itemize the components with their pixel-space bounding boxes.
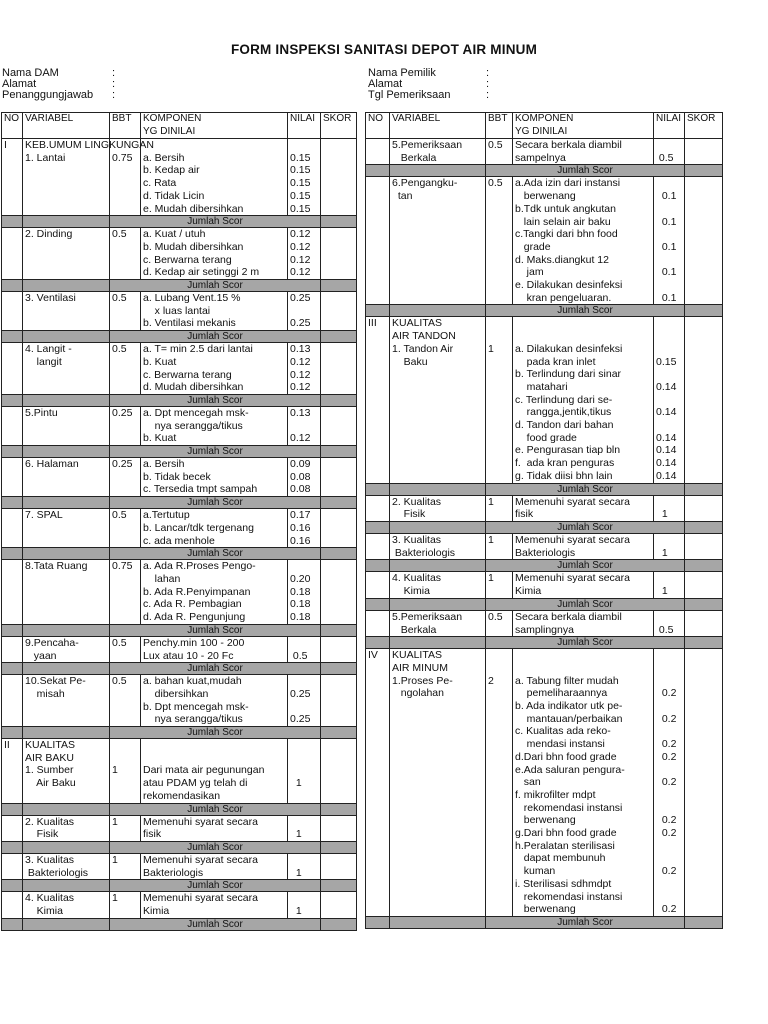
subtotal-label: Jumlah Scor — [110, 331, 321, 343]
row-komponen: Secara berkala diambil sampelnya — [513, 139, 654, 165]
subtotal-skor — [321, 394, 357, 406]
subtotal-row — [366, 916, 723, 928]
subtotal-skor — [321, 727, 357, 739]
field-colon: : — [486, 78, 490, 90]
row-nilai: 0.5 — [654, 139, 685, 165]
subtotal-skor — [321, 331, 357, 343]
row-variabel: 3. Ventilasi — [23, 292, 110, 331]
subtotal-variabel — [390, 598, 486, 610]
subtotal-variabel — [390, 560, 486, 572]
subtotal-no — [366, 637, 390, 649]
subtotal-skor — [321, 446, 357, 458]
row-bbt: 1 — [110, 892, 141, 918]
subtotal-no — [2, 548, 23, 560]
col-header-komponen: KOMPONEN YG DINILAI — [513, 113, 654, 139]
row-skor — [685, 572, 723, 598]
row-komponen — [141, 139, 288, 152]
subtotal-skor — [685, 165, 723, 177]
col-header-skor: SKOR — [321, 113, 357, 139]
table-row — [2, 292, 357, 331]
subtotal-no — [2, 216, 23, 228]
table-row — [2, 636, 357, 662]
subtotal-row — [2, 918, 357, 930]
subtotal-variabel — [23, 663, 110, 675]
table-row — [366, 139, 723, 165]
row-no — [2, 292, 23, 331]
table-row — [2, 892, 357, 918]
row-komponen: a. Lubang Vent.15 % x luas lantai b. Ventilasi mekanis — [141, 292, 288, 331]
subtotal-variabel — [23, 394, 110, 406]
subtotal-row — [366, 483, 723, 495]
subtotal-skor — [321, 624, 357, 636]
col-header-nilai: NILAI — [288, 113, 321, 139]
row-nilai: 0.17 0.16 0.16 — [288, 509, 321, 548]
subtotal-no — [2, 918, 23, 930]
subtotal-no — [2, 663, 23, 675]
subtotal-variabel — [23, 803, 110, 815]
row-no — [2, 228, 23, 280]
subtotal-row — [2, 727, 357, 739]
subtotal-row — [366, 521, 723, 533]
row-komponen: Memenuhi syarat secara Bakteriologis — [513, 533, 654, 559]
row-bbt: 0.75 — [110, 152, 141, 216]
row-variabel: 3. Kualitas Bakteriologis — [23, 853, 110, 879]
row-variabel: KEB.UMUM LINGKUNGAN — [23, 139, 110, 152]
row-variabel: 2. Kualitas Fisik — [390, 495, 486, 521]
subtotal-row — [2, 394, 357, 406]
table-row — [2, 509, 357, 548]
col-header-no: NO — [366, 113, 390, 139]
table-row — [2, 228, 357, 280]
subtotal-skor — [321, 280, 357, 292]
row-variabel: 5.Pintu — [23, 406, 110, 445]
table-row — [2, 675, 357, 727]
row-no: I — [2, 139, 23, 152]
row-bbt: 0.5 — [110, 636, 141, 662]
subtotal-row — [366, 637, 723, 649]
table-row — [2, 343, 357, 395]
col-header-nilai: NILAI — [654, 113, 685, 139]
subtotal-row — [366, 165, 723, 177]
row-nilai: 0.13 0.12 0.12 0.12 — [288, 343, 321, 395]
inspection-table-right — [365, 112, 723, 929]
row-no — [2, 343, 23, 395]
row-nilai: 1 — [288, 815, 321, 841]
table-row — [2, 739, 357, 804]
subtotal-row — [2, 624, 357, 636]
subtotal-skor — [321, 880, 357, 892]
table-header-row — [366, 113, 723, 139]
row-bbt: 1 — [486, 495, 513, 521]
row-variabel: 2. Kualitas Fisik — [23, 815, 110, 841]
section-row — [2, 139, 357, 152]
row-variabel: 3. Kualitas Bakteriologis — [390, 533, 486, 559]
subtotal-no — [366, 916, 390, 928]
row-no — [2, 509, 23, 548]
subtotal-variabel — [23, 280, 110, 292]
row-komponen: Memenuhi syarat secara fisik — [513, 495, 654, 521]
col-header-variabel: VARIABEL — [23, 113, 110, 139]
subtotal-label: Jumlah Scor — [486, 483, 685, 495]
row-no — [2, 815, 23, 841]
subtotal-label: Jumlah Scor — [110, 803, 321, 815]
row-komponen: Memenuhi syarat secara Kimia — [513, 572, 654, 598]
subtotal-skor — [685, 598, 723, 610]
subtotal-label: Jumlah Scor — [486, 305, 685, 317]
row-variabel: 10.Sekat Pe- misah — [23, 675, 110, 727]
subtotal-skor — [321, 663, 357, 675]
subtotal-row — [366, 305, 723, 317]
row-komponen: a. Dilakukan desinfeksi pada kran inlet b. Terlindung dari sinar matahari c. Terlindung dari se- rangga,jentik,tikus d. Tandon dari bahan food grade e. Pengurasan tiap bln f. ada kran penguras g. Tidak diisi bhn lain — [513, 317, 654, 483]
subtotal-row — [2, 841, 357, 853]
row-skor — [321, 636, 357, 662]
row-no — [2, 853, 23, 879]
row-skor — [321, 292, 357, 331]
row-skor — [685, 533, 723, 559]
row-variabel: 4. Kualitas Kimia — [23, 892, 110, 918]
row-nilai: 0.25 0.25 — [288, 292, 321, 331]
subtotal-label: Jumlah Scor — [486, 598, 685, 610]
row-no — [366, 610, 390, 636]
row-bbt: 1 — [486, 317, 513, 483]
row-variabel: 6.Pengangku- tan — [390, 177, 486, 305]
col-header-variabel: VARIABEL — [390, 113, 486, 139]
row-skor — [321, 458, 357, 497]
subtotal-variabel — [23, 497, 110, 509]
row-komponen: a. Dpt mencegah msk- nya serangga/tikus b. Kuat — [141, 406, 288, 445]
row-bbt: 1 — [486, 572, 513, 598]
row-bbt: 0.5 — [486, 139, 513, 165]
subtotal-skor — [685, 483, 723, 495]
subtotal-label: Jumlah Scor — [486, 165, 685, 177]
row-komponen: a. Bersih b. Tidak becek c. Tersedia tmpt sampah — [141, 458, 288, 497]
row-skor — [321, 509, 357, 548]
subtotal-label: Jumlah Scor — [110, 841, 321, 853]
row-skor — [321, 406, 357, 445]
subtotal-label: Jumlah Scor — [110, 280, 321, 292]
row-komponen: a.Ada izin dari instansi berwenang b.Tdk untuk angkutan lain selain air baku c.Tangki dari bhn food grade d. Maks.diangkut 12 jam e. Dilakukan desinfeksi kran pengeluaran. — [513, 177, 654, 305]
form-title: FORM INSPEKSI SANITASI DEPOT AIR MINUM — [230, 42, 538, 57]
subtotal-variabel — [390, 521, 486, 533]
row-skor — [685, 495, 723, 521]
row-bbt: 0.5 — [110, 228, 141, 280]
row-no — [2, 636, 23, 662]
row-nilai: 0.5 — [288, 636, 321, 662]
row-nilai: 1 — [654, 533, 685, 559]
row-skor — [685, 610, 723, 636]
row-bbt: 0.5 — [486, 177, 513, 305]
row-nilai: 0.09 0.08 0.08 — [288, 458, 321, 497]
table-row — [2, 458, 357, 497]
row-skor — [321, 675, 357, 727]
subtotal-variabel — [23, 624, 110, 636]
row-bbt: 1 — [110, 739, 141, 804]
subtotal-variabel — [23, 446, 110, 458]
subtotal-skor — [321, 918, 357, 930]
subtotal-no — [2, 841, 23, 853]
row-bbt: 0.5 — [110, 292, 141, 331]
row-variabel: 5.Pemeriksaan Berkala — [390, 610, 486, 636]
row-komponen: a. Bersih b. Kedap air c. Rata d. Tidak Licin e. Mudah dibersihkan — [141, 152, 288, 216]
row-komponen: Memenuhi syarat secara Bakteriologis — [141, 853, 288, 879]
row-komponen: Memenuhi syarat secara fisik — [141, 815, 288, 841]
subtotal-variabel — [23, 216, 110, 228]
field-colon: : — [112, 78, 116, 90]
row-bbt: 1 — [110, 853, 141, 879]
col-header-komponen: KOMPONEN YG DINILAI — [141, 113, 288, 139]
row-nilai: 0.13 0.12 — [288, 406, 321, 445]
row-variabel: 9.Pencaha- yaan — [23, 636, 110, 662]
inspection-table-left — [1, 112, 357, 931]
row-variabel: KUALITAS AIR MINUM 1.Proses Pe- ngolahan — [390, 649, 486, 917]
subtotal-row — [366, 598, 723, 610]
row-nilai: 1 — [654, 495, 685, 521]
subtotal-no — [366, 521, 390, 533]
subtotal-skor — [321, 216, 357, 228]
row-skor — [321, 739, 357, 804]
row-komponen: Penchy.min 100 - 200 Lux atau 10 - 20 Fc — [141, 636, 288, 662]
row-skor — [321, 228, 357, 280]
row-bbt: 1 — [486, 533, 513, 559]
row-nilai: 0.5 — [654, 610, 685, 636]
table-row — [366, 317, 723, 483]
row-nilai: 1 — [288, 739, 321, 804]
subtotal-label: Jumlah Scor — [486, 637, 685, 649]
subtotal-skor — [321, 841, 357, 853]
subtotal-skor — [321, 548, 357, 560]
table-row — [366, 177, 723, 305]
table-row — [366, 495, 723, 521]
row-no — [366, 139, 390, 165]
subtotal-skor — [685, 521, 723, 533]
subtotal-variabel — [390, 483, 486, 495]
table-row — [366, 572, 723, 598]
subtotal-variabel — [390, 165, 486, 177]
subtotal-no — [2, 880, 23, 892]
subtotal-no — [366, 598, 390, 610]
subtotal-label: Jumlah Scor — [110, 624, 321, 636]
subtotal-row — [2, 803, 357, 815]
subtotal-no — [366, 305, 390, 317]
row-komponen: a.Tertutup b. Lancar/tdk tergenang c. ada menhole — [141, 509, 288, 548]
row-variabel: 2. Dinding — [23, 228, 110, 280]
subtotal-row — [366, 560, 723, 572]
subtotal-row — [2, 548, 357, 560]
row-nilai: 0.20 0.18 0.18 0.18 — [288, 560, 321, 625]
row-variabel: KUALITAS AIR TANDON 1. Tandon Air Baku — [390, 317, 486, 483]
row-nilai — [288, 139, 321, 152]
table-row — [2, 560, 357, 625]
subtotal-variabel — [390, 305, 486, 317]
row-komponen: a. Ada R.Proses Pengo- lahan b. Ada R.Penyimpanan c. Ada R. Pembagian d. Ada R. Pengunjung — [141, 560, 288, 625]
subtotal-row — [2, 663, 357, 675]
subtotal-no — [2, 727, 23, 739]
col-header-no: NO — [2, 113, 23, 139]
subtotal-no — [2, 394, 23, 406]
row-bbt: 0.5 — [110, 343, 141, 395]
row-bbt: 0.5 — [110, 509, 141, 548]
row-no — [2, 675, 23, 727]
subtotal-label: Jumlah Scor — [110, 918, 321, 930]
field-colon: : — [112, 67, 116, 79]
subtotal-label: Jumlah Scor — [110, 663, 321, 675]
table-row — [2, 406, 357, 445]
row-no: II — [2, 739, 23, 804]
subtotal-row — [2, 216, 357, 228]
row-nilai: 1 — [288, 892, 321, 918]
row-bbt: 0.5 — [486, 610, 513, 636]
subtotal-row — [2, 331, 357, 343]
subtotal-variabel — [23, 841, 110, 853]
subtotal-no — [2, 331, 23, 343]
subtotal-variabel — [23, 331, 110, 343]
row-bbt: 0.5 — [110, 675, 141, 727]
row-skor — [321, 853, 357, 879]
subtotal-skor — [685, 560, 723, 572]
subtotal-variabel — [23, 727, 110, 739]
subtotal-variabel — [23, 548, 110, 560]
row-bbt: 0.75 — [110, 560, 141, 625]
col-header-skor: SKOR — [685, 113, 723, 139]
row-no — [2, 560, 23, 625]
subtotal-no — [2, 803, 23, 815]
row-nilai: 1 — [654, 572, 685, 598]
row-komponen: a. Tabung filter mudah pemeliharaannya b. Ada indikator utk pe- mantauan/perbaikan c. Kualitas ada reko- mendasi instansi d.Dari bhn food grade e.Ada saluran pengura- san f. mikrofilter mdpt rekomendasi instansi berwenang g.Dari bhn food grade h.Peralatan sterilisasi dapat membunuh kuman i. Sterilisasi sdhmdpt rekomendasi instansi berwenang — [513, 649, 654, 917]
subtotal-variabel — [23, 880, 110, 892]
row-skor — [321, 139, 357, 152]
field-colon: : — [112, 89, 116, 101]
subtotal-label: Jumlah Scor — [110, 880, 321, 892]
subtotal-no — [366, 165, 390, 177]
row-skor — [685, 177, 723, 305]
col-header-bbt: BBT — [486, 113, 513, 139]
row-skor — [321, 892, 357, 918]
subtotal-row — [2, 280, 357, 292]
subtotal-label: Jumlah Scor — [486, 521, 685, 533]
row-nilai: 0.1 0.1 0.1 0.1 0.1 — [654, 177, 685, 305]
row-variabel: 4. Langit - langit — [23, 343, 110, 395]
table-row — [2, 152, 357, 216]
subtotal-row — [2, 446, 357, 458]
field-label-alamat-pemilik: Alamat — [368, 78, 403, 90]
row-no — [2, 892, 23, 918]
subtotal-row — [2, 497, 357, 509]
col-header-bbt: BBT — [110, 113, 141, 139]
subtotal-label: Jumlah Scor — [110, 727, 321, 739]
row-no — [366, 495, 390, 521]
subtotal-label: Jumlah Scor — [486, 916, 685, 928]
row-skor — [685, 139, 723, 165]
row-no — [366, 177, 390, 305]
table-row — [366, 610, 723, 636]
subtotal-skor — [321, 497, 357, 509]
subtotal-label: Jumlah Scor — [110, 446, 321, 458]
row-skor — [321, 815, 357, 841]
subtotal-no — [366, 560, 390, 572]
row-nilai: 0.25 0.25 — [288, 675, 321, 727]
row-komponen: Memenuhi syarat secara Kimia — [141, 892, 288, 918]
subtotal-label: Jumlah Scor — [110, 216, 321, 228]
row-variabel: 8.Tata Ruang — [23, 560, 110, 625]
subtotal-no — [2, 624, 23, 636]
row-variabel: 6. Halaman — [23, 458, 110, 497]
subtotal-skor — [321, 803, 357, 815]
subtotal-label: Jumlah Scor — [486, 560, 685, 572]
subtotal-variabel — [23, 918, 110, 930]
subtotal-no — [366, 483, 390, 495]
row-no — [2, 152, 23, 216]
row-bbt: 1 — [110, 815, 141, 841]
field-label-nama-dam: Nama DAM — [2, 67, 59, 79]
row-komponen: Dari mata air pegunungan atau PDAM yg telah di rekomendasikan — [141, 739, 288, 804]
table-row — [2, 815, 357, 841]
subtotal-skor — [685, 637, 723, 649]
row-skor — [685, 649, 723, 917]
row-komponen: Secara berkala diambil samplingnya — [513, 610, 654, 636]
row-no — [366, 572, 390, 598]
table-row — [2, 853, 357, 879]
subtotal-no — [2, 497, 23, 509]
row-nilai: 0.15 0.14 0.14 0.14 0.14 0.14 0.14 — [654, 317, 685, 483]
row-no — [366, 533, 390, 559]
row-nilai: 0.15 0.15 0.15 0.15 0.15 — [288, 152, 321, 216]
row-skor — [321, 152, 357, 216]
row-nilai: 1 — [288, 853, 321, 879]
subtotal-label: Jumlah Scor — [110, 497, 321, 509]
subtotal-no — [2, 280, 23, 292]
table-row — [366, 533, 723, 559]
subtotal-skor — [685, 305, 723, 317]
row-skor — [685, 317, 723, 483]
row-nilai: 0.2 0.2 0.2 0.2 0.2 0.2 0.2 0.2 0.2 — [654, 649, 685, 917]
row-variabel: 5.Pemeriksaan Berkala — [390, 139, 486, 165]
subtotal-no — [2, 446, 23, 458]
row-komponen: a. bahan kuat,mudah dibersihkan b. Dpt mencegah msk- nya serangga/tikus — [141, 675, 288, 727]
row-bbt: 0.25 — [110, 458, 141, 497]
field-label-alamat: Alamat — [2, 78, 37, 90]
row-komponen: a. T= min 2.5 dari lantai b. Kuat c. Berwarna terang d. Mudah dibersihkan — [141, 343, 288, 395]
row-nilai: 0.12 0.12 0.12 0.12 — [288, 228, 321, 280]
row-no: IV — [366, 649, 390, 917]
field-label-penanggungjawab: Penanggungjawab — [2, 89, 94, 101]
row-no — [2, 406, 23, 445]
row-no — [2, 458, 23, 497]
row-variabel: 7. SPAL — [23, 509, 110, 548]
subtotal-row — [2, 880, 357, 892]
row-variabel: 4. Kualitas Kimia — [390, 572, 486, 598]
subtotal-label: Jumlah Scor — [110, 548, 321, 560]
row-skor — [321, 343, 357, 395]
row-komponen: a. Kuat / utuh b. Mudah dibersihkan c. Berwarna terang d. Kedap air setinggi 2 m — [141, 228, 288, 280]
subtotal-skor — [685, 916, 723, 928]
field-colon: : — [486, 89, 490, 101]
subtotal-variabel — [390, 916, 486, 928]
table-header-row — [2, 113, 357, 139]
field-colon: : — [486, 67, 490, 79]
row-bbt: 0.25 — [110, 406, 141, 445]
row-bbt: 2 — [486, 649, 513, 917]
table-row — [366, 649, 723, 917]
field-label-nama-pemilik: Nama Pemilik — [368, 67, 436, 79]
row-skor — [321, 560, 357, 625]
row-variabel: 1. Lantai — [23, 152, 110, 216]
field-label-tgl-pemeriksaan: Tgl Pemeriksaan — [368, 89, 451, 101]
row-no: III — [366, 317, 390, 483]
subtotal-label: Jumlah Scor — [110, 394, 321, 406]
subtotal-variabel — [390, 637, 486, 649]
row-variabel: KUALITAS AIR BAKU 1. Sumber Air Baku — [23, 739, 110, 804]
